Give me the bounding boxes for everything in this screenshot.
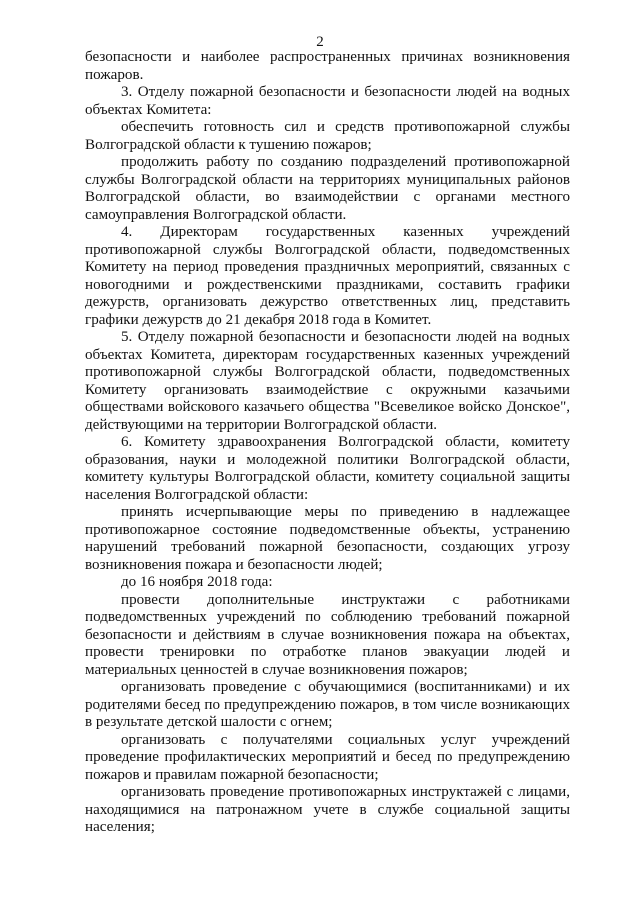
paragraph-deadline: до 16 ноября 2018 года: <box>121 574 273 590</box>
paragraph-item-5: 5. Отделу пожарной безопасности и безопасности людей на водных объектах Комитета, директорам государственных казенных учреждений противопожарной службы Волгоградской области, подведомственных Комитету организовать взаимодействие с окружными казачьими обществами войскового казачьего общества "Всевеликое войско Донское", действующими на территории Волгоградской области. <box>85 329 570 433</box>
paragraph-item-6: 6. Комитету здравоохранения Волгоградской области, комитету образования, науки и молодежной политики Волгоградской области, комитету культуры Волгоградской области, комитету социальной защиты населения Волгоградской области: <box>85 434 570 503</box>
paragraph-readiness: обеспечить готовность сил и средств противопожарной службы Волгоградской области к тушению пожаров; <box>85 119 570 153</box>
paragraph-social-recipients: организовать с получателями социальных услуг учреждений проведение профилактических мероприятий и бесед по предупреждению пожаров и правилам пожарной безопасности; <box>85 731 570 783</box>
paragraph-briefings: провести дополнительные инструктажи с работниками подведомственных учреждений по соблюдению требований пожарной безопасности и действиям в случае возникновения пожара на объектах, провести тренировки по отработке планов эвакуации людей и материальных ценностей в случае возникновения пожаров; <box>85 591 570 678</box>
document-body <box>85 49 570 837</box>
paragraph-continuation: безопасности и наиболее распространенных причинах возникновения пожаров. <box>85 49 570 83</box>
page-number: 2 <box>316 34 324 50</box>
paragraph-item-3: 3. Отделу пожарной безопасности и безопасности людей на водных объектах Комитета: <box>85 84 570 118</box>
paragraph-item-4: 4. Директорам государственных казенных учреждений противопожарной службы Волгоградской области, подведомственных Комитету на период проведения праздничных мероприятий, связанных с новогодними и рождественскими праздниками, составить графики дежурств, организовать дежурство ответственных лиц, представить графики дежурств до 21 декабря 2018 года в Комитет. <box>85 224 570 328</box>
paragraph-talks-students: организовать проведение с обучающимися (воспитанниками) и их родителями бесед по предупреждению пожаров, в том числе возникающих в результате детской шалости с огнем; <box>85 679 570 730</box>
paragraph-subdivisions: продолжить работу по созданию подразделений противопожарной службы Волгоградской области на территориях муниципальных районов Волгоградской области, во взаимодействии с органами местного самоуправления Волгоградской области. <box>85 154 570 223</box>
paragraph-measures: принять исчерпывающие меры по приведению в надлежащее противопожарное состояние подведомственные объекты, устранению нарушений требований пожарной безопасности, создающих угрозу возникновения пожара и безопасности людей; <box>85 504 570 573</box>
paragraph-patronage: организовать проведение противопожарных инструктажей с лицами, находящимися на патронажном учете в службе социальной защиты населения; <box>85 784 570 835</box>
